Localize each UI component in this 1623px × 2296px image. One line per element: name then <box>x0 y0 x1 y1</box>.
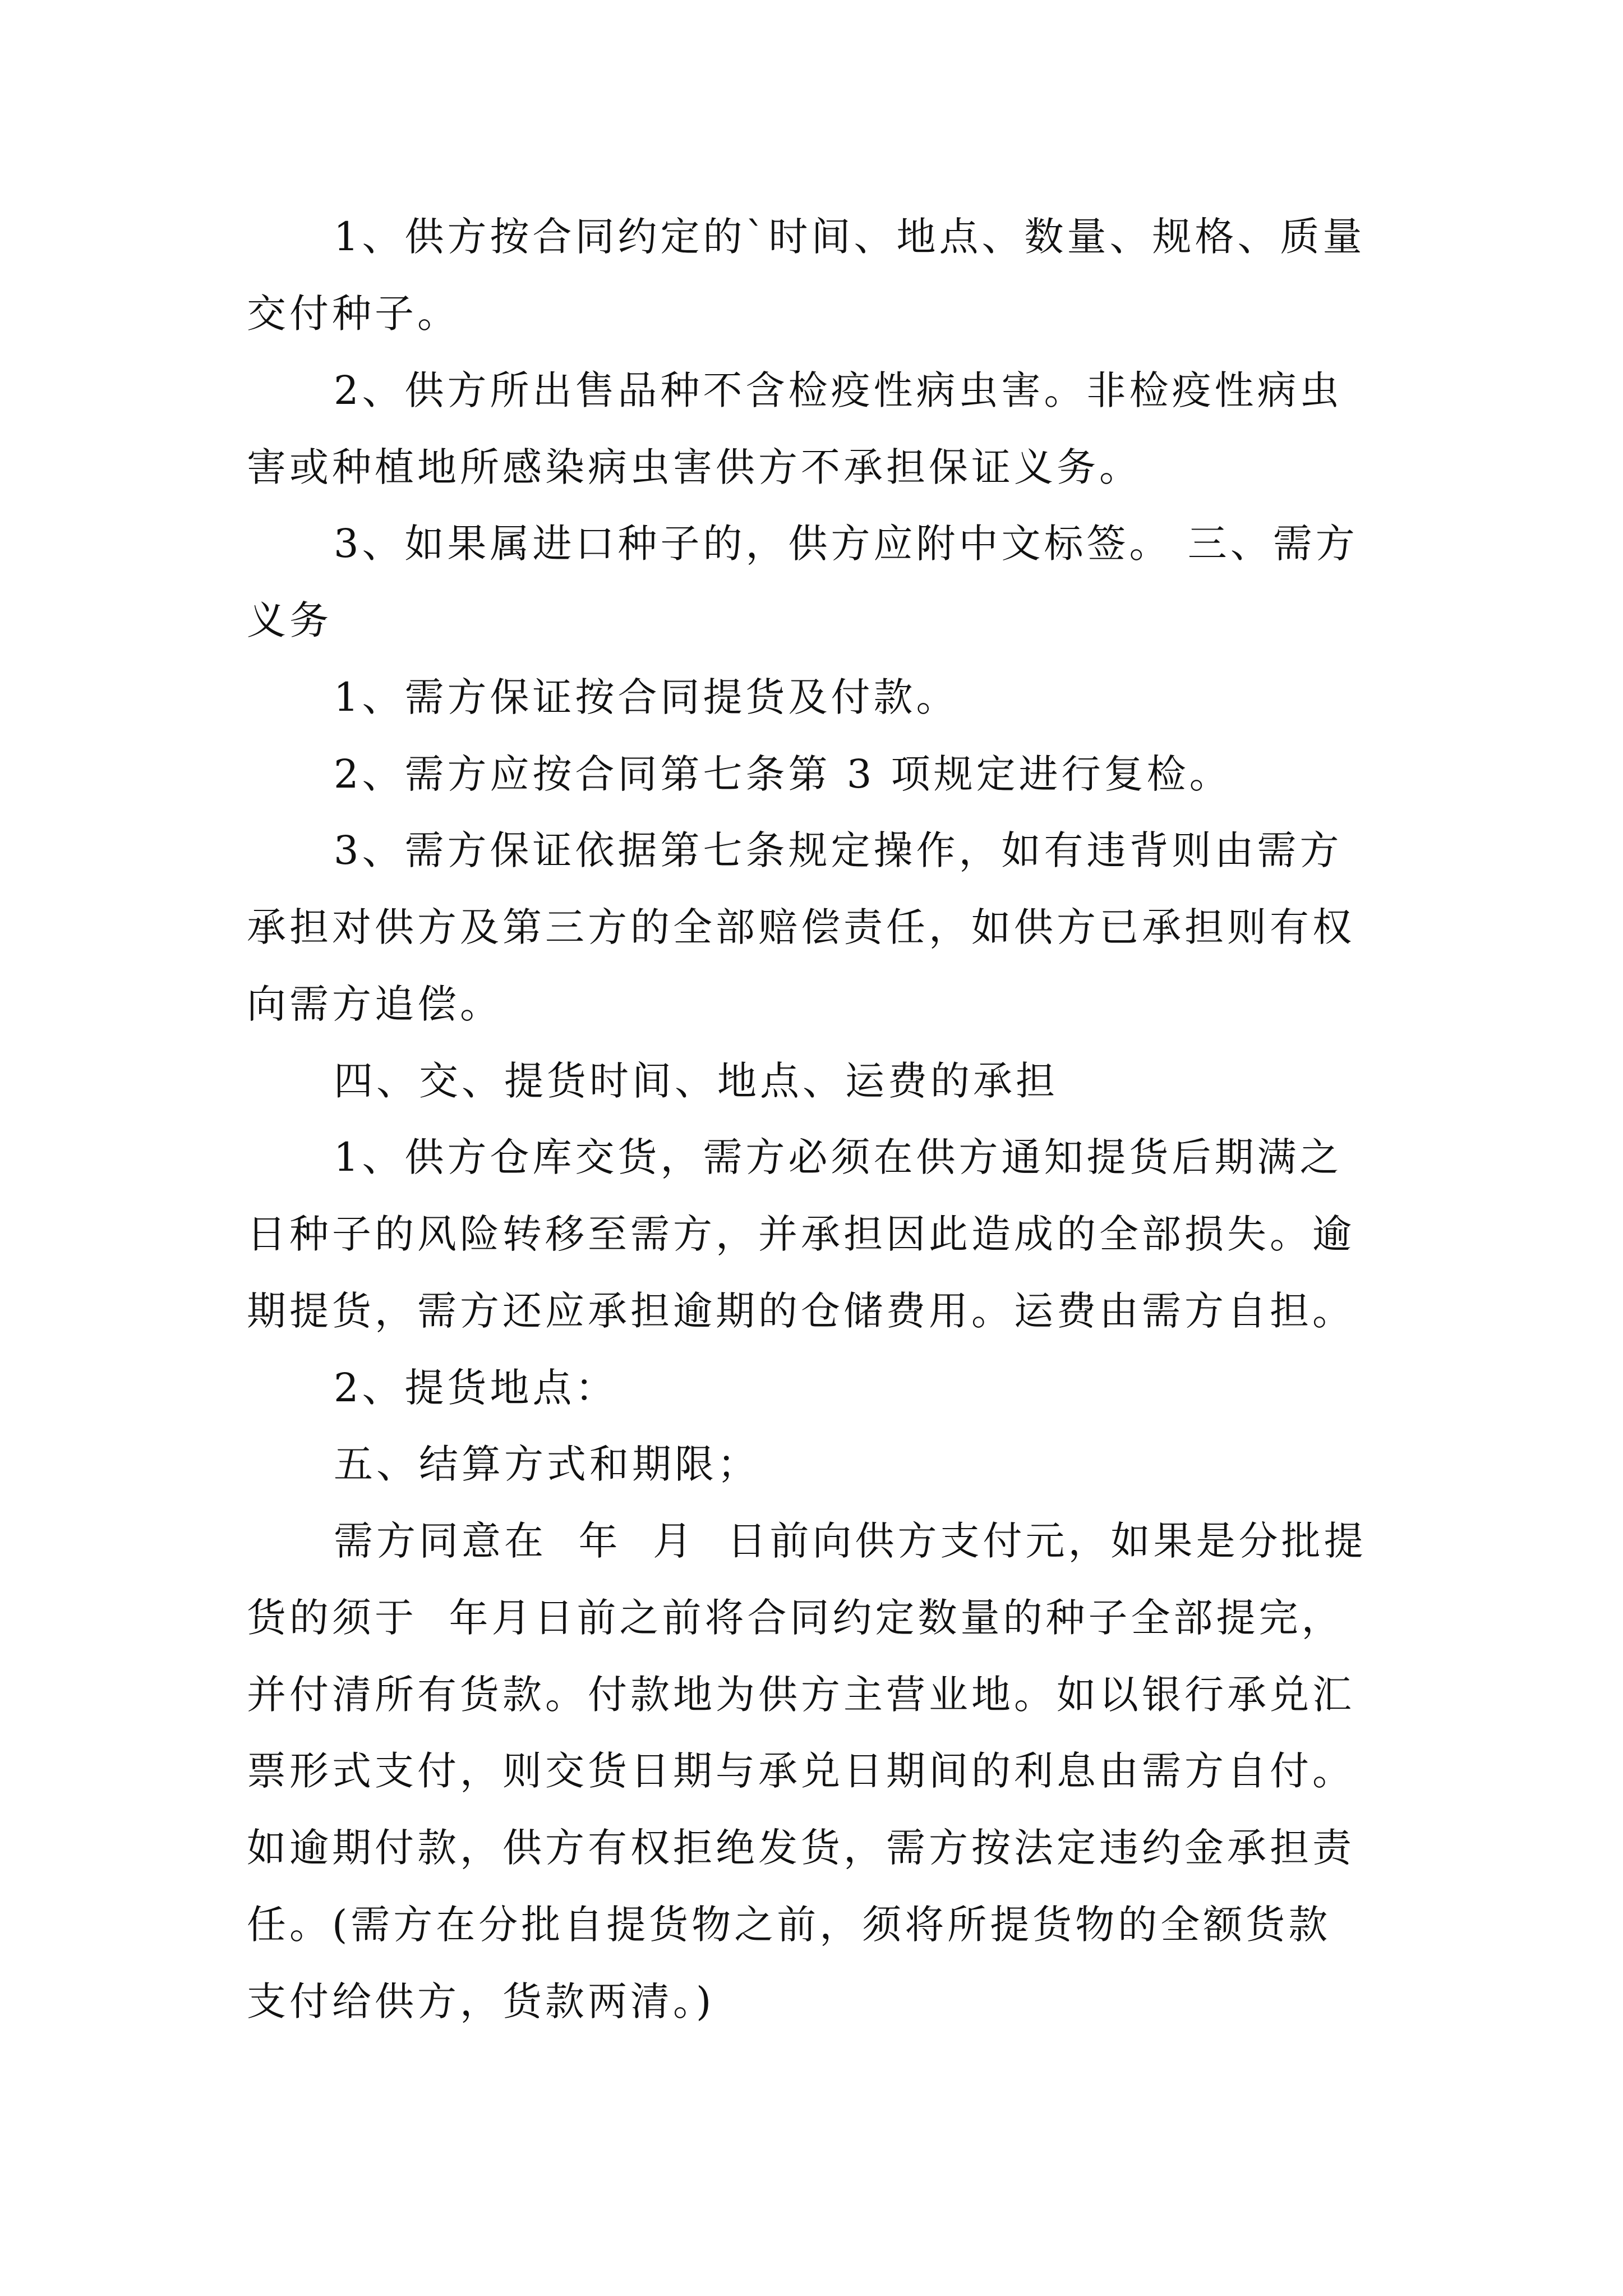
text-line: 四、交、提货时间、地点、运费的承担 <box>334 1058 1058 1104</box>
text-line: 2、需方应按合同第七条第 3 项规定进行复检。 <box>334 751 1232 797</box>
text-line: 2、提货地点： <box>334 1365 618 1411</box>
text-line: 期提货，需方还应承担逾期的仓储费用。运费由需方自担。 <box>247 1288 1355 1334</box>
text-line: 货的须于 年月日前之前将合同约定数量的种子全部提完， <box>247 1595 1344 1641</box>
text-line: 1、供方仓库交货，需方必须在供方通知提货后期满之 <box>334 1134 1343 1180</box>
text-line: 如逾期付款，供方有权拒绝发货，需方按法定违约金承担责 <box>247 1825 1355 1871</box>
text-line: 支付给供方，货款两清。) <box>247 1978 715 2024</box>
text-line: 1、供方按合同约定的`时间、地点、数量、规格、质量 <box>334 214 1366 260</box>
text-line: 任。(需方在分批自提货物之前，须将所提货物的全额货款 <box>247 1902 1331 1948</box>
text-line: 需方同意在 年 月 日前向供方支付元，如果是分批提 <box>334 1518 1367 1564</box>
text-line: 票形式支付，则交货日期与承兑日期间的利息由需方自付。 <box>247 1748 1355 1794</box>
text-line: 交付种子。 <box>247 291 460 337</box>
text-line: 并付清所有货款。付款地为供方主营业地。如以银行承兑汇 <box>247 1672 1355 1718</box>
text-line: 义务 <box>247 597 332 643</box>
text-line: 向需方追偿。 <box>247 981 502 1027</box>
text-line: 五、结算方式和期限； <box>334 1441 760 1487</box>
text-line: 3、如果属进口种子的，供方应附中文标签。 三、需方 <box>334 521 1358 567</box>
text-line: 3、需方保证依据第七条规定操作，如有违背则由需方 <box>334 827 1343 873</box>
text-line: 害或种植地所感染病虫害供方不承担保证义务。 <box>247 444 1142 490</box>
text-line: 2、供方所出售品种不含检疫性病虫害。非检疫性病虫 <box>334 367 1343 413</box>
text-line: 1、需方保证按合同提货及付款。 <box>334 674 959 720</box>
text-line: 承担对供方及第三方的全部赔偿责任，如供方已承担则有权 <box>247 904 1355 950</box>
text-line: 日种子的风险转移至需方，并承担因此造成的全部损失。逾 <box>247 1211 1355 1257</box>
